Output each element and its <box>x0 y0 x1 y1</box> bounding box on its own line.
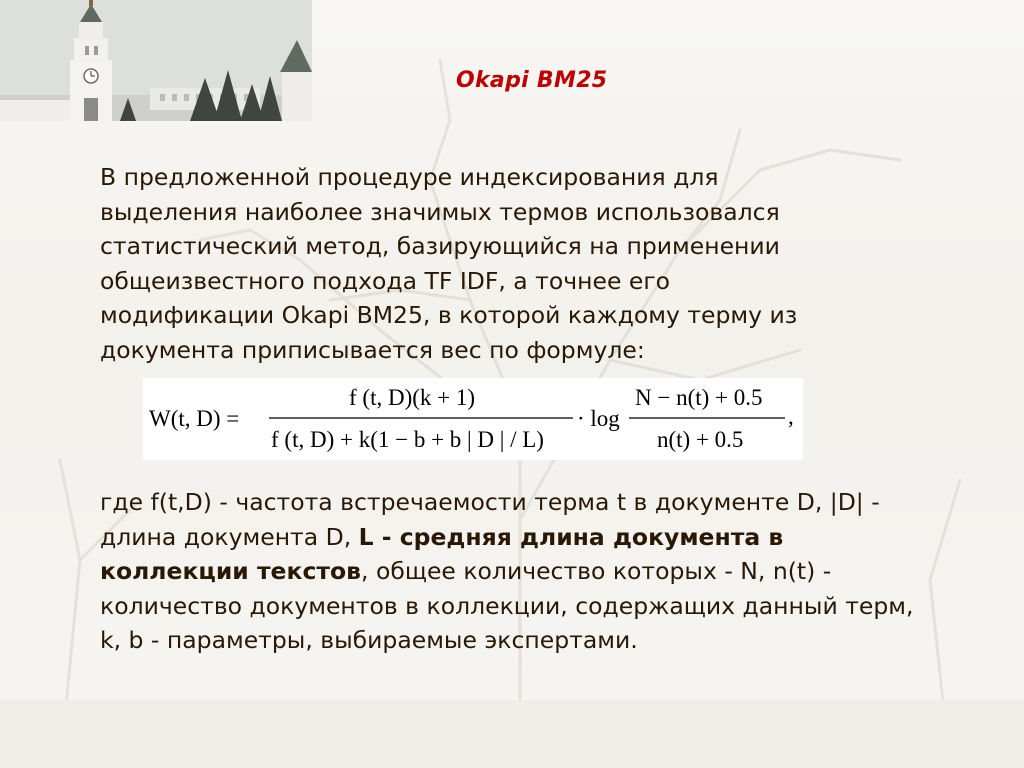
slide-title: Okapi BM25 <box>456 68 608 93</box>
kremlin-photo <box>0 0 312 121</box>
where-text-bold: L - средняя длина документа в коллекции текстов <box>100 522 784 585</box>
kremlin-tower-icon <box>0 0 312 121</box>
where-text-2: , общее количество которых - N, n(t) - количество документов в коллекции, содержащих данный терм, k, b - параметры, выбираемые экспертами. <box>100 557 914 654</box>
formula-lhs: W(t, D) = <box>149 406 240 431</box>
intro-paragraph: В предложенной процедуре индексирования для выделения наиболее значимых термов использовался статистический метод, базирующийся на применении общеизвестного подхода TF IDF, а точнее его модификации Okapi BM25, в которой каждому терму из документа приписывается вес по формуле: <box>100 163 798 364</box>
formula-denominator-1: f (t, D) + k(1 − b + b | D | / L) <box>271 427 544 452</box>
formula-numerator-2: N − n(t) + 0.5 <box>635 385 763 410</box>
formula-numerator-1: f (t, D)(k + 1) <box>349 385 476 410</box>
formula-denominator-2: n(t) + 0.5 <box>657 427 744 452</box>
bm25-formula <box>143 378 803 460</box>
where-text-1: где f(t,D) - частота встречаемости терма t в документе D, |D| - длина документа D, <box>100 488 880 551</box>
formula-tail: , <box>788 404 794 429</box>
formula-log: · log <box>577 406 620 431</box>
where-paragraph <box>100 485 920 658</box>
